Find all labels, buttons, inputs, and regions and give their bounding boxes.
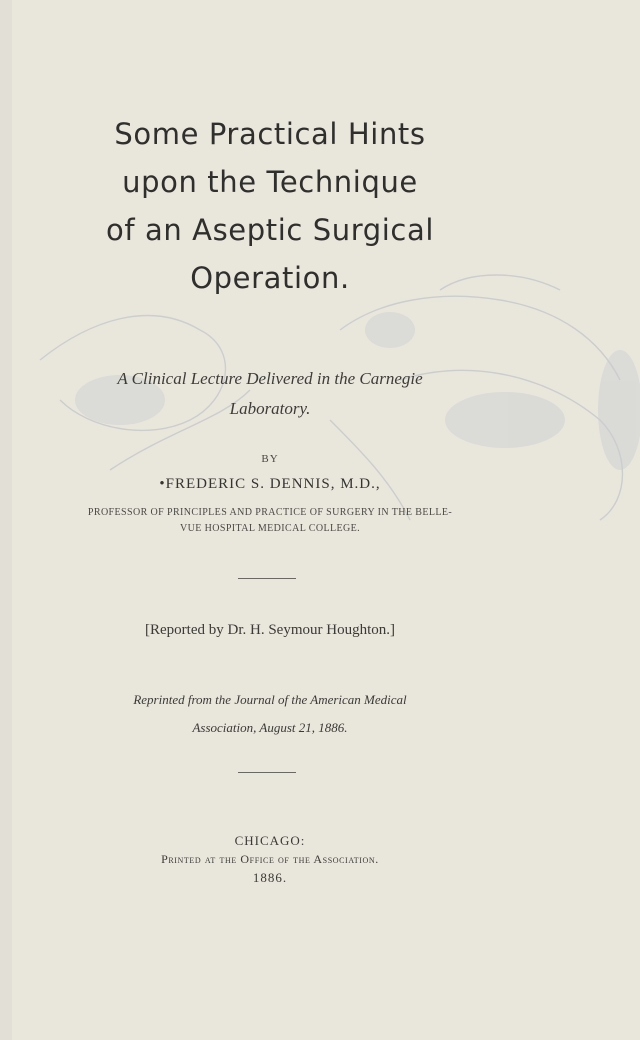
title-line-4: Operation. [190,261,350,295]
title-line-1: Some Practical Hints [114,117,426,151]
imprint-printer: Printed at the Office of the Association. [161,852,379,866]
title-line-2: upon the Technique [122,165,418,199]
reporter-credit: [Reported by Dr. H. Seymour Houghton.] [145,622,395,638]
divider-rule-2 [238,772,296,773]
subtitle-line-2: Laboratory. [229,399,311,418]
affiliation-line-1: PROFESSOR OF PRINCIPLES AND PRACTICE OF SURGERY IN THE BELLE- [87,507,453,518]
author-affiliation [0,505,540,537]
book-title [0,110,540,302]
affiliation-line-2: VUE HOSPITAL MEDICAL COLLEGE. [179,523,361,534]
title-line-3: of an Aseptic Surgical [106,213,434,247]
imprint-year: 1886. [252,870,288,885]
reprint-line-2: Association, August 21, 1886. [192,720,348,735]
by-label: BY [261,453,279,465]
author-name: •FREDERIC S. DENNIS, M.D., [159,476,381,492]
reprint-notice [0,686,540,742]
lecture-subtitle [0,364,540,424]
imprint-city: CHICAGO: [234,833,306,848]
divider-rule-1 [238,578,296,579]
subtitle-line-1: A Clinical Lecture Delivered in the Carnegie [117,369,423,388]
reprint-line-1: Reprinted from the Journal of the American Medical [133,692,407,707]
